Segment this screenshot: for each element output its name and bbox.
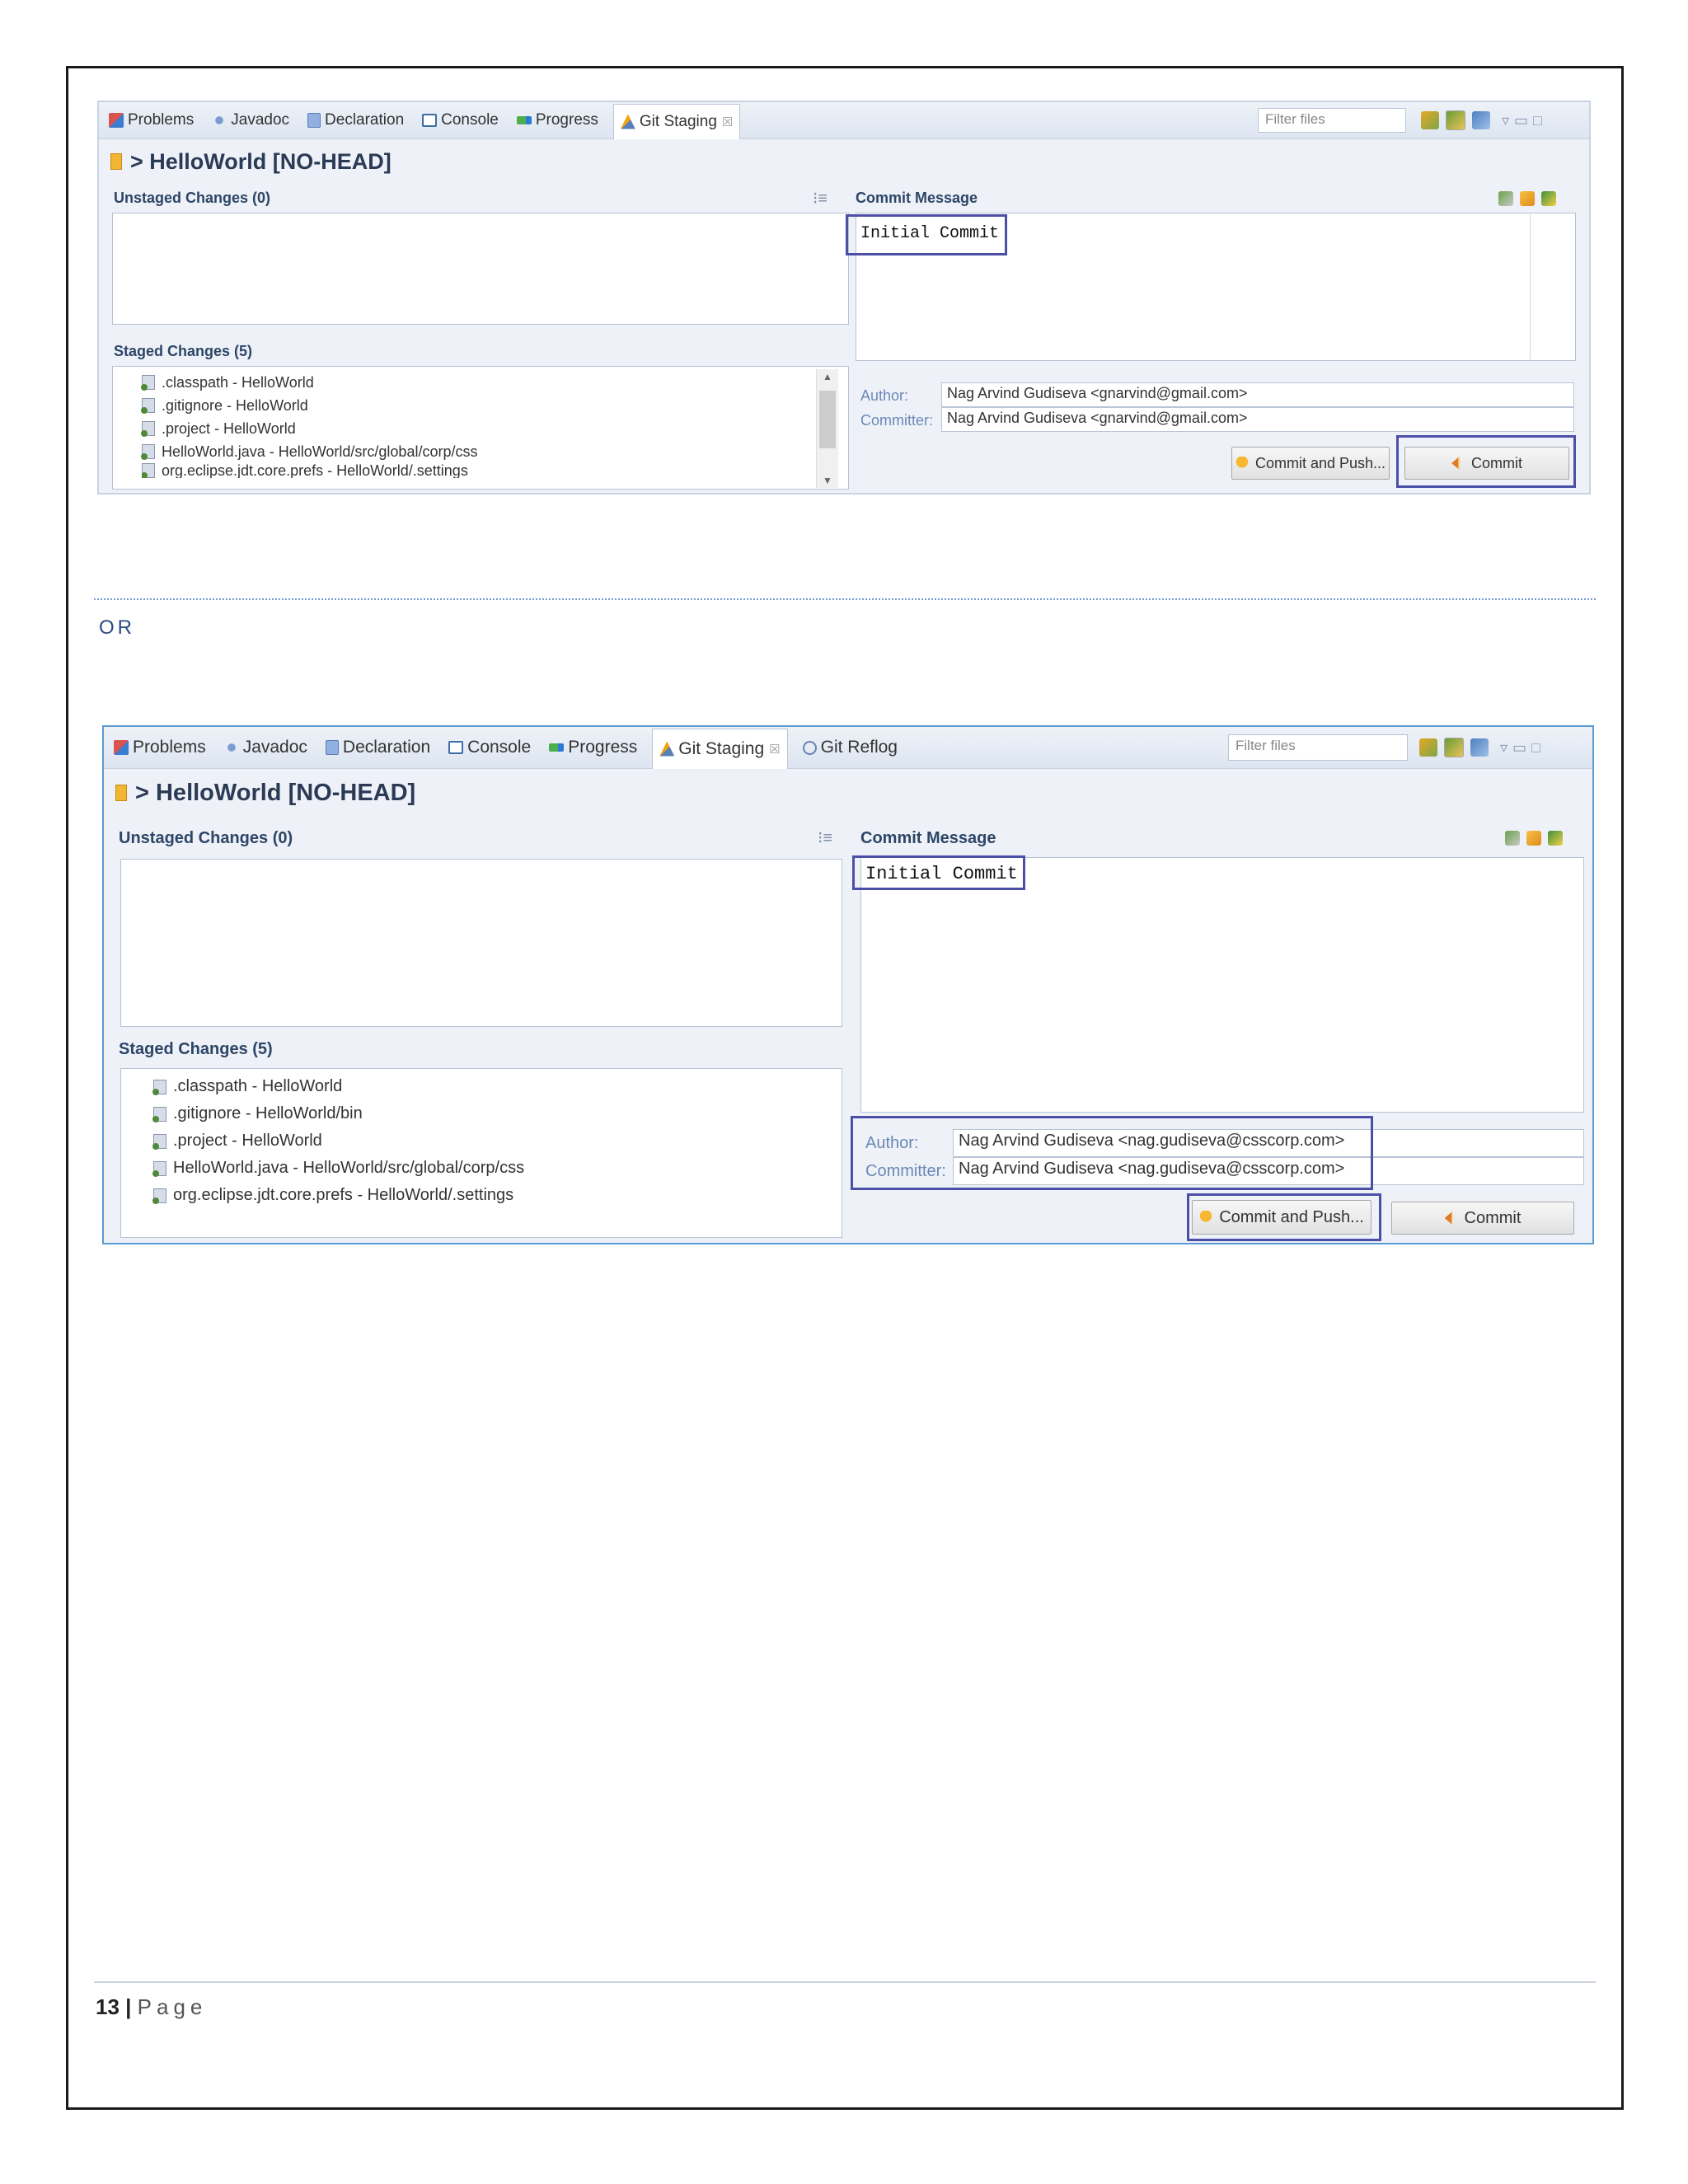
staged-changes-header: Staged Changes (5): [114, 343, 253, 359]
unstaged-changes-header: Unstaged Changes (0): [119, 829, 293, 847]
button-label: Commit and Push...: [1219, 1207, 1364, 1226]
tab-progress[interactable]: [546, 729, 640, 766]
view-menu-icon[interactable]: ▿: [1502, 111, 1510, 129]
close-icon[interactable]: ☒: [769, 742, 781, 757]
minimize-icon[interactable]: ▭: [1514, 111, 1529, 129]
unstaged-changes-header: Unstaged Changes (0): [114, 190, 271, 206]
author-label: Author:: [860, 387, 909, 404]
staged-files: [153, 1073, 524, 1209]
minimize-icon[interactable]: ▭: [1512, 738, 1527, 756]
tab-label: Console: [441, 111, 499, 129]
tab-git-staging[interactable]: [613, 104, 740, 139]
problems-icon: [109, 113, 124, 128]
button-label: Commit and Push...: [1254, 454, 1386, 471]
file-icon: [153, 1134, 166, 1149]
tab-label: Declaration: [325, 111, 405, 129]
change-id-icon[interactable]: [1541, 191, 1556, 206]
view-menu-icon[interactable]: ▿: [1500, 738, 1508, 756]
filter-files-input[interactable]: Filter files: [1228, 734, 1408, 761]
file-icon: [142, 398, 155, 413]
commit-message-field[interactable]: [860, 857, 1584, 1113]
highlight-commit-message: [846, 214, 1007, 255]
scrollbar-thumb[interactable]: [819, 391, 836, 448]
staged-changes-header: Staged Changes (5): [119, 1040, 273, 1058]
tab-git-reflog[interactable]: [799, 729, 901, 766]
file-label: org.eclipse.jdt.core.prefs - HelloWorld/.settings: [173, 1186, 514, 1204]
file-icon: [153, 1107, 166, 1122]
git-staging-icon: [621, 115, 635, 129]
commit-button[interactable]: [1391, 1202, 1574, 1235]
button-label: Commit: [1471, 454, 1522, 471]
file-icon: [153, 1161, 166, 1176]
repository-label: > HelloWorld [NO-HEAD]: [135, 779, 416, 806]
scroll-down-icon[interactable]: ▼: [823, 475, 832, 486]
highlight-commit-and-push-button: [1187, 1193, 1381, 1241]
file-label: HelloWorld.java - HelloWorld/src/global/corp/css: [162, 443, 478, 460]
commit-icon: [1445, 1212, 1458, 1225]
git-staging-icon: [659, 742, 674, 757]
file-icon: [142, 444, 155, 459]
footer-separator-bar: |: [125, 1994, 132, 2019]
highlight-commit-button: [1396, 435, 1576, 488]
file-icon: [142, 463, 155, 478]
tab-declaration[interactable]: [322, 729, 434, 766]
tab-label: Console: [467, 738, 532, 757]
tab-label: Progress: [568, 738, 638, 757]
list-item[interactable]: [153, 1127, 524, 1155]
tab-console[interactable]: [419, 102, 502, 138]
unstaged-list[interactable]: [112, 213, 849, 325]
file-label: .project - HelloWorld: [162, 419, 296, 437]
tab-label: Problems: [128, 111, 195, 129]
list-item[interactable]: [142, 371, 477, 394]
change-id-icon[interactable]: [1548, 831, 1563, 846]
committer-field[interactable]: Nag Arvind Gudiseva <nag.gudiseva@csscorp.com>: [953, 1157, 1584, 1185]
tab-javadoc[interactable]: [209, 102, 293, 138]
javadoc-icon: [224, 740, 239, 755]
repository-label: > HelloWorld [NO-HEAD]: [130, 148, 392, 174]
tab-javadoc[interactable]: [221, 729, 311, 766]
file-label: .gitignore - HelloWorld/bin: [173, 1104, 363, 1122]
sort-icon[interactable]: ⁝≡: [818, 829, 833, 847]
staged-files: [142, 371, 477, 478]
console-icon: [422, 114, 437, 127]
git-staging-panel-2: [102, 725, 1594, 1244]
tab-label: Problems: [133, 738, 206, 757]
author-label: Author:: [865, 1134, 919, 1152]
tab-label: Javadoc: [231, 111, 290, 129]
list-item[interactable]: [142, 417, 477, 440]
footer-separator: [94, 1981, 1596, 1983]
tab-label: Git Reflog: [820, 738, 898, 757]
tab-declaration[interactable]: [304, 102, 407, 138]
declaration-icon: [307, 113, 321, 128]
tab-label: Git Staging: [639, 112, 717, 130]
tab-console[interactable]: [445, 729, 534, 766]
highlight-commit-message: [852, 855, 1025, 890]
amend-icon[interactable]: [1526, 831, 1541, 846]
refresh-icon[interactable]: [1419, 738, 1437, 757]
button-label: Commit: [1464, 1208, 1522, 1227]
javadoc-icon: [212, 113, 227, 128]
file-label: .gitignore - HelloWorld: [162, 396, 308, 414]
repository-icon: [110, 153, 122, 170]
commit-message-header: Commit Message: [860, 829, 996, 847]
or-text: OR: [99, 616, 135, 639]
close-icon[interactable]: ☒: [721, 115, 734, 129]
page-footer: [96, 1994, 207, 2020]
committer-label: Committer:: [865, 1162, 946, 1180]
tab-label: Git Staging: [678, 738, 765, 758]
tab-progress[interactable]: [513, 102, 602, 138]
repository-icon: [115, 785, 127, 801]
layout-icon[interactable]: [1470, 738, 1489, 757]
file-label: HelloWorld.java - HelloWorld/src/global/corp/css: [173, 1159, 525, 1177]
list-item[interactable]: [153, 1100, 524, 1127]
tab-problems[interactable]: [106, 102, 197, 138]
file-label: org.eclipse.jdt.core.prefs - HelloWorld/.settings: [162, 463, 468, 478]
refresh-icon[interactable]: [1421, 111, 1439, 129]
amend-icon[interactable]: [1520, 191, 1535, 206]
repository-title: [110, 145, 392, 178]
compare-icon[interactable]: [1446, 110, 1465, 130]
maximize-icon[interactable]: □: [1531, 738, 1540, 756]
file-label: .classpath - HelloWorld: [173, 1077, 343, 1095]
tab-label: Javadoc: [242, 738, 307, 757]
section-separator: [94, 598, 1596, 600]
sign-off-icon[interactable]: [1498, 191, 1513, 206]
push-icon: [1236, 457, 1249, 470]
list-item[interactable]: [153, 1073, 524, 1100]
author-field[interactable]: Nag Arvind Gudiseva <nag.gudiseva@csscorp.com>: [953, 1129, 1584, 1157]
list-item[interactable]: [153, 1155, 524, 1182]
tab-problems[interactable]: [110, 729, 209, 766]
unstaged-list[interactable]: [120, 859, 842, 1027]
commit-message-ruler: [1530, 214, 1574, 359]
repository-title: [115, 776, 415, 809]
committer-field[interactable]: Nag Arvind Gudiseva <gnarvind@gmail.com>: [941, 407, 1574, 432]
file-icon: [153, 1080, 166, 1094]
list-item[interactable]: [142, 394, 477, 417]
commit-message-text[interactable]: Initial Commit: [860, 224, 1000, 243]
git-reflog-icon: [803, 741, 817, 755]
file-icon: [142, 375, 155, 390]
commit-message-text[interactable]: Initial Commit: [865, 864, 1018, 884]
sort-icon[interactable]: ⁝≡: [813, 190, 828, 208]
author-field[interactable]: Nag Arvind Gudiseva <gnarvind@gmail.com>: [941, 382, 1574, 407]
sign-off-icon[interactable]: [1505, 831, 1520, 846]
filter-files-input[interactable]: Filter files: [1258, 108, 1406, 133]
compare-icon[interactable]: [1444, 738, 1464, 757]
commit-message-header: Commit Message: [856, 190, 978, 206]
view-tab-bar: [99, 102, 1589, 139]
list-item[interactable]: [142, 440, 477, 463]
tab-label: Declaration: [342, 738, 431, 757]
file-icon: [142, 421, 155, 436]
console-icon: [448, 741, 463, 754]
list-item[interactable]: [142, 463, 477, 478]
file-label: .project - HelloWorld: [173, 1132, 322, 1150]
staged-list-scrollbar[interactable]: [816, 369, 838, 488]
file-icon: [153, 1188, 166, 1203]
progress-icon: [549, 743, 564, 752]
page-number: 13: [96, 1994, 120, 2019]
tab-git-staging[interactable]: [652, 729, 787, 769]
tab-label: Progress: [535, 111, 598, 129]
declaration-icon: [326, 740, 339, 755]
maximize-icon[interactable]: □: [1533, 111, 1542, 129]
layout-icon[interactable]: [1472, 111, 1490, 129]
highlight-author-committer: [851, 1116, 1373, 1190]
progress-icon: [517, 116, 532, 124]
page-word: Page: [137, 1994, 208, 2019]
view-tab-bar: [104, 727, 1592, 769]
file-label: .classpath - HelloWorld: [162, 373, 314, 391]
committer-label: Committer:: [860, 412, 934, 429]
commit-and-push-button[interactable]: [1231, 447, 1390, 480]
scroll-up-icon[interactable]: ▲: [823, 371, 832, 382]
problems-icon: [114, 740, 129, 755]
git-staging-panel-1: [97, 101, 1591, 494]
list-item[interactable]: [153, 1182, 524, 1209]
